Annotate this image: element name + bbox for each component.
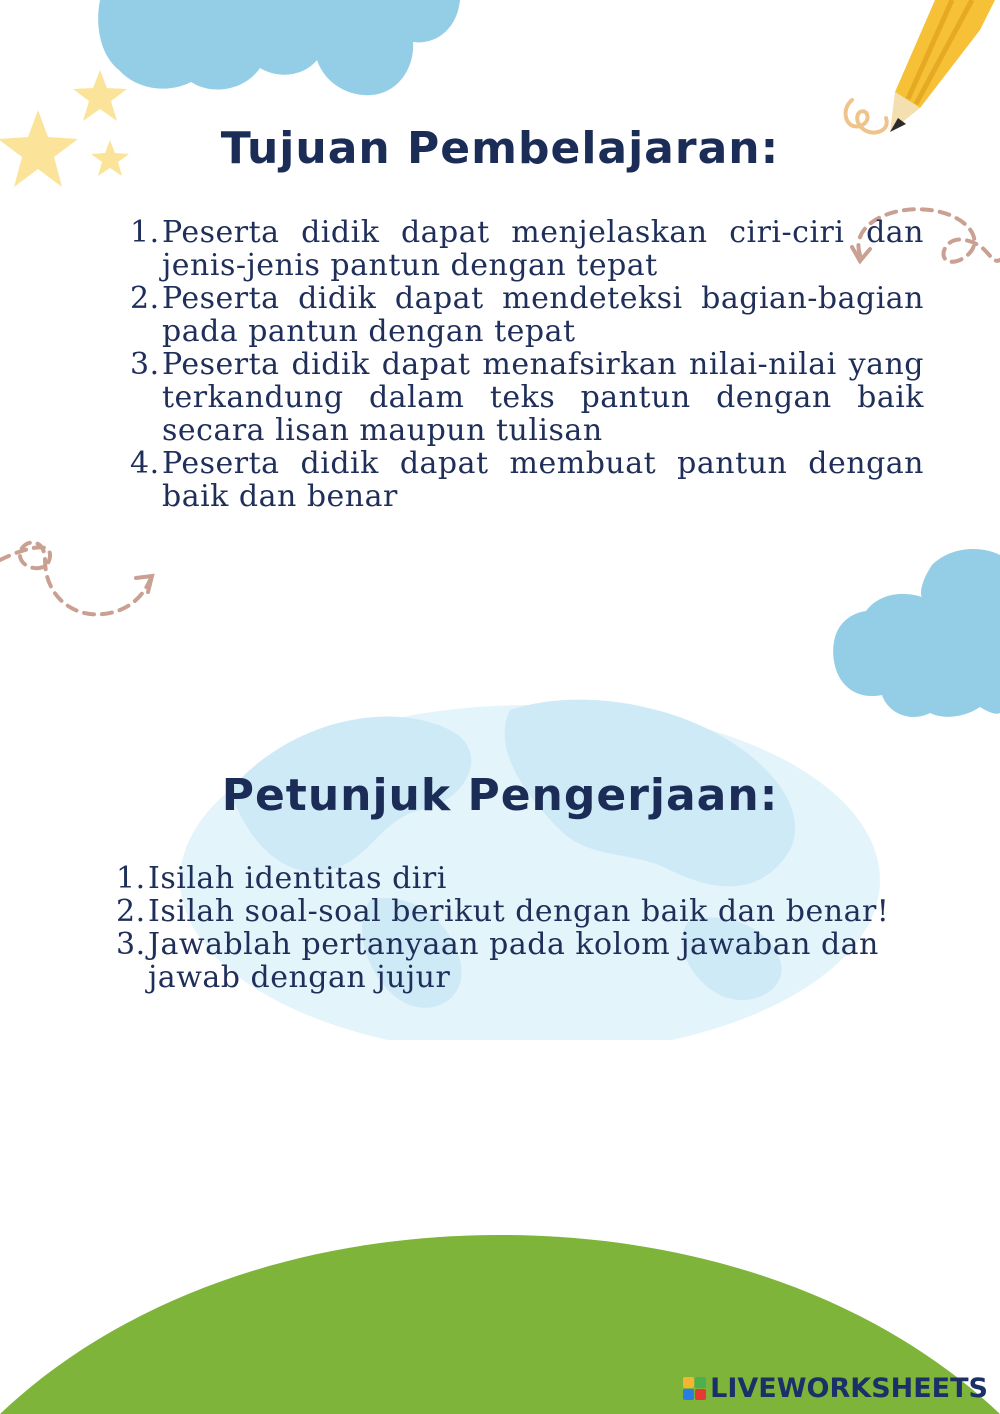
- logo-block: [683, 1389, 694, 1400]
- cloud-icon: [95, 0, 465, 98]
- list-item-number: 3.: [130, 347, 160, 382]
- list-item: [130, 216, 924, 282]
- list-item: [130, 282, 924, 348]
- learning-objectives-list: [130, 216, 924, 513]
- list-item-text: Peserta didik dapat menjelaskan ciri-ciri dan jenis-jenis pantun dengan tepat: [162, 215, 924, 283]
- brand-name: LIVEWORKSHEETS: [710, 1372, 988, 1404]
- instructions-list: [116, 862, 916, 994]
- list-item-text: Peserta didik dapat mendeteksi bagian-bagian pada pantun dengan tepat: [162, 281, 924, 349]
- list-item-text: Isilah soal-soal berikut dengan baik dan benar!: [148, 894, 890, 929]
- list-item-number: 3.: [116, 927, 146, 962]
- list-item-text: Jawablah pertanyaan pada kolom jawaban dan jawab dengan jujur: [148, 927, 879, 995]
- brand-logo: [683, 1368, 988, 1408]
- list-item-text: Isilah identitas diri: [148, 861, 447, 896]
- page-title: Tujuan Pembelajaran:: [220, 123, 780, 174]
- list-item-text: Peserta didik dapat menafsirkan nilai-nilai yang terkandung dalam teks pantun dengan baik secara lisan maupun tulisan: [162, 347, 924, 448]
- list-item-number: 4.: [130, 446, 160, 481]
- cloud-icon: [830, 545, 1000, 720]
- logo-block: [695, 1377, 706, 1388]
- logo-block: [683, 1377, 694, 1388]
- list-item-number: 2.: [130, 281, 160, 316]
- list-item: [116, 928, 916, 994]
- list-item-number: 1.: [116, 861, 146, 896]
- list-item-number: 1.: [130, 215, 160, 250]
- list-item: [130, 348, 924, 447]
- list-item: [116, 862, 916, 895]
- list-item-number: 2.: [116, 894, 146, 929]
- dashed-path-icon: [0, 520, 170, 630]
- logo-blocks-icon: [683, 1377, 706, 1400]
- list-item: [130, 447, 924, 513]
- logo-block: [695, 1389, 706, 1400]
- list-item: [116, 895, 916, 928]
- list-item-text: Peserta didik dapat membuat pantun dengan baik dan benar: [162, 446, 924, 514]
- section-title: Petunjuk Pengerjaan:: [221, 770, 779, 821]
